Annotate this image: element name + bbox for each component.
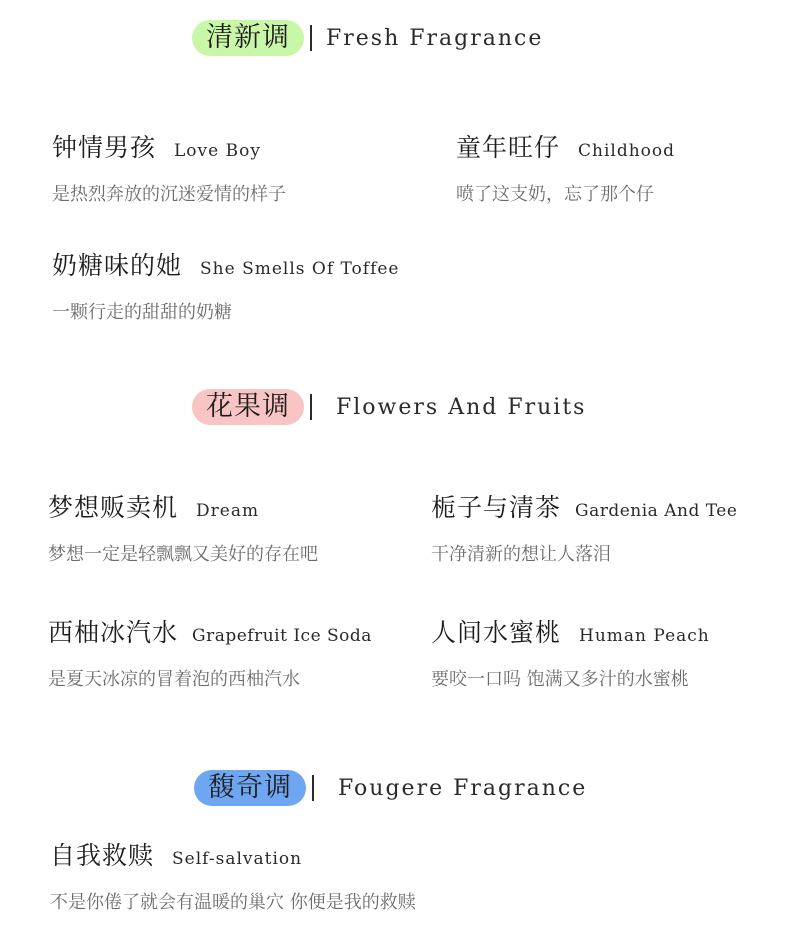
item-description: 不是你倦了就会有温暖的巢穴 你便是我的救赎 [50, 892, 416, 913]
fragrance-item-love-boy [52, 128, 286, 206]
fragrance-item-toffee [52, 246, 400, 324]
item-description: 一颗行走的甜甜的奶糖 [52, 302, 232, 323]
section-header-fresh [192, 18, 543, 58]
fragrance-item-gardenia [431, 488, 737, 566]
item-name-cn: 奶糖味的她 [52, 251, 183, 280]
item-name-cn: 梦想贩卖机 [48, 493, 179, 522]
section-title-en: Fougere Fragrance [338, 775, 588, 801]
item-name-en: Gardenia And Tee [575, 501, 738, 521]
item-title-row [431, 488, 737, 524]
item-name-en: She Smells Of Toffee [200, 259, 400, 279]
item-title-row [48, 613, 372, 649]
item-name-cn: 童年旺仔 [456, 133, 561, 162]
item-name-cn: 自我救赎 [50, 841, 155, 870]
item-name-en: Human Peach [579, 626, 710, 646]
item-name-cn: 栀子与清茶 [431, 493, 562, 522]
item-title-row [456, 128, 675, 164]
fragrance-item-grapefruit [48, 613, 372, 691]
section-title-en: Fresh Fragrance [326, 25, 544, 51]
item-description: 喷了这支奶，忘了那个仔 [456, 184, 654, 205]
item-name-en: Love Boy [174, 141, 261, 161]
item-description: 梦想一定是轻飘飘又美好的存在吧 [48, 544, 318, 565]
item-description: 是夏天冰凉的冒着泡的西柚汽水 [48, 669, 300, 690]
item-title-row [431, 613, 710, 649]
item-description: 要咬一口吗 饱满又多汁的水蜜桃 [431, 669, 689, 690]
item-name-en: Dream [196, 501, 260, 521]
item-title-row [50, 836, 416, 872]
section-title-cn: 花果调 [192, 389, 304, 425]
item-description: 干净清新的想让人落泪 [431, 544, 611, 565]
fragrance-item-dream [48, 488, 318, 566]
item-name-en: Self-salvation [172, 849, 303, 869]
item-name-cn: 钟情男孩 [52, 133, 157, 162]
section-title-en: Flowers And Fruits [336, 394, 587, 420]
fragrance-item-childhood [456, 128, 675, 206]
item-title-row [52, 246, 400, 282]
item-title-row [48, 488, 318, 524]
section-title-cn: 清新调 [192, 20, 304, 56]
item-name-en: Grapefruit Ice Soda [192, 626, 372, 646]
header-divider [310, 25, 312, 51]
item-name-cn: 人间水蜜桃 [431, 618, 562, 647]
item-name-en: Childhood [578, 141, 676, 161]
fragrance-item-self-salvation [50, 836, 416, 914]
item-title-row [52, 128, 286, 164]
item-name-cn: 西柚冰汽水 [48, 618, 179, 647]
item-description: 是热烈奔放的沉迷爱情的样子 [52, 184, 286, 205]
header-divider [310, 394, 312, 420]
section-header-flowers [192, 387, 586, 427]
section-header-fougere [194, 768, 587, 808]
fragrance-item-peach [431, 613, 710, 691]
header-divider [312, 775, 314, 801]
section-title-cn: 馥奇调 [194, 770, 306, 806]
